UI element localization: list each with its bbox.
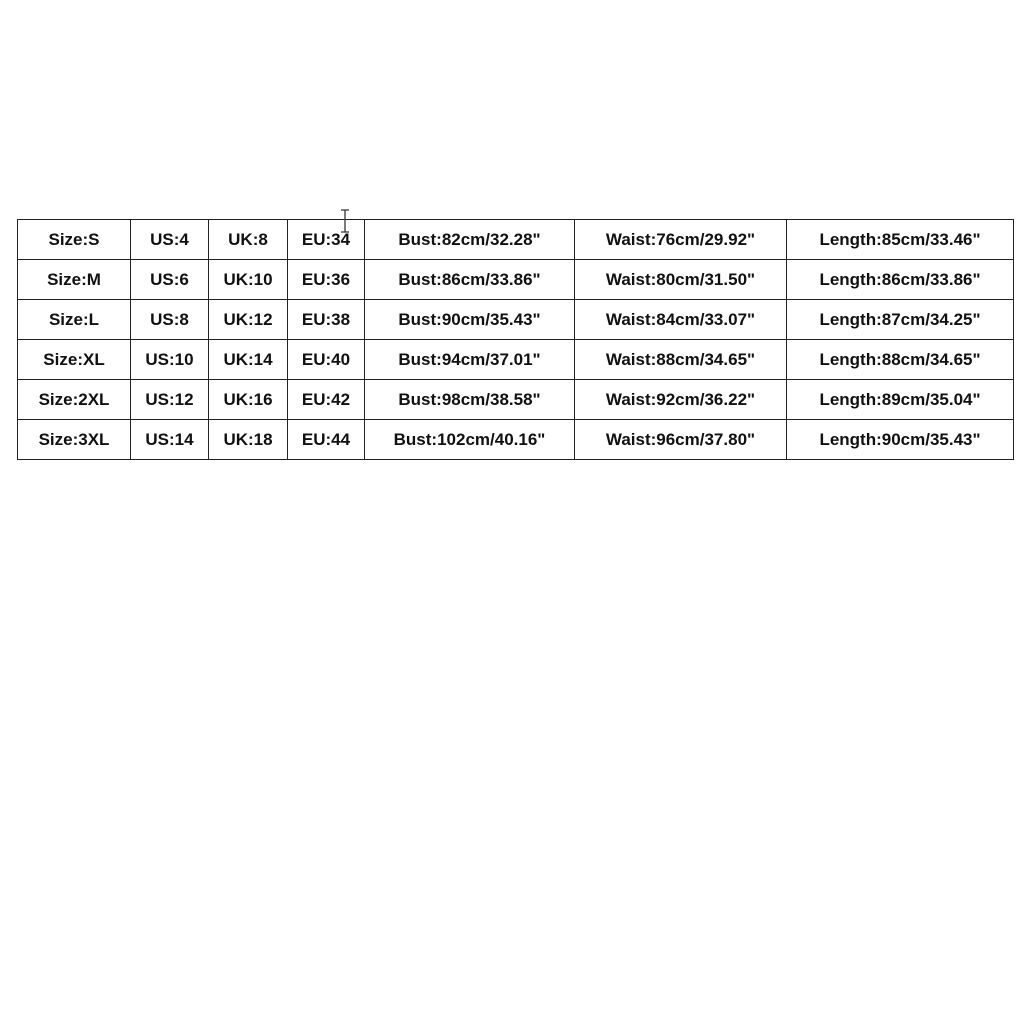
waist-cell: Waist:96cm/37.80" xyxy=(575,420,787,460)
bust-cell: Bust:102cm/40.16" xyxy=(365,420,575,460)
size-cell: Size:L xyxy=(18,300,131,340)
us-size-cell: US:12 xyxy=(131,380,209,420)
eu-size-cell: EU:38 xyxy=(288,300,365,340)
waist-cell: Waist:80cm/31.50" xyxy=(575,260,787,300)
uk-size-cell: UK:14 xyxy=(209,340,288,380)
size-row-xl xyxy=(18,340,1014,380)
us-size-cell: US:14 xyxy=(131,420,209,460)
eu-size-cell: EU:36 xyxy=(288,260,365,300)
eu-size-cell: EU:42 xyxy=(288,380,365,420)
length-cell: Length:89cm/35.04" xyxy=(787,380,1014,420)
waist-cell: Waist:84cm/33.07" xyxy=(575,300,787,340)
eu-size-cell: EU:44 xyxy=(288,420,365,460)
eu-size-cell: EU:34 xyxy=(288,220,365,260)
waist-cell: Waist:92cm/36.22" xyxy=(575,380,787,420)
size-cell: Size:XL xyxy=(18,340,131,380)
uk-size-cell: UK:16 xyxy=(209,380,288,420)
bust-cell: Bust:82cm/32.28" xyxy=(365,220,575,260)
size-cell: Size:M xyxy=(18,260,131,300)
us-size-cell: US:10 xyxy=(131,340,209,380)
length-cell: Length:88cm/34.65" xyxy=(787,340,1014,380)
bust-cell: Bust:98cm/38.58" xyxy=(365,380,575,420)
eu-size-cell: EU:40 xyxy=(288,340,365,380)
us-size-cell: US:8 xyxy=(131,300,209,340)
uk-size-cell: UK:12 xyxy=(209,300,288,340)
length-cell: Length:90cm/35.43" xyxy=(787,420,1014,460)
uk-size-cell: UK:8 xyxy=(209,220,288,260)
size-chart-table xyxy=(17,219,1014,460)
text-cursor-icon xyxy=(340,209,350,233)
bust-cell: Bust:90cm/35.43" xyxy=(365,300,575,340)
length-cell: Length:85cm/33.46" xyxy=(787,220,1014,260)
size-row-2xl xyxy=(18,380,1014,420)
uk-size-cell: UK:10 xyxy=(209,260,288,300)
length-cell: Length:87cm/34.25" xyxy=(787,300,1014,340)
size-row-3xl xyxy=(18,420,1014,460)
size-cell: Size:3XL xyxy=(18,420,131,460)
bust-cell: Bust:86cm/33.86" xyxy=(365,260,575,300)
size-cell: Size:2XL xyxy=(18,380,131,420)
size-row-m xyxy=(18,260,1014,300)
size-row-s xyxy=(18,220,1014,260)
us-size-cell: US:6 xyxy=(131,260,209,300)
uk-size-cell: UK:18 xyxy=(209,420,288,460)
us-size-cell: US:4 xyxy=(131,220,209,260)
waist-cell: Waist:88cm/34.65" xyxy=(575,340,787,380)
length-cell: Length:86cm/33.86" xyxy=(787,260,1014,300)
size-row-l xyxy=(18,300,1014,340)
waist-cell: Waist:76cm/29.92" xyxy=(575,220,787,260)
bust-cell: Bust:94cm/37.01" xyxy=(365,340,575,380)
size-cell: Size:S xyxy=(18,220,131,260)
